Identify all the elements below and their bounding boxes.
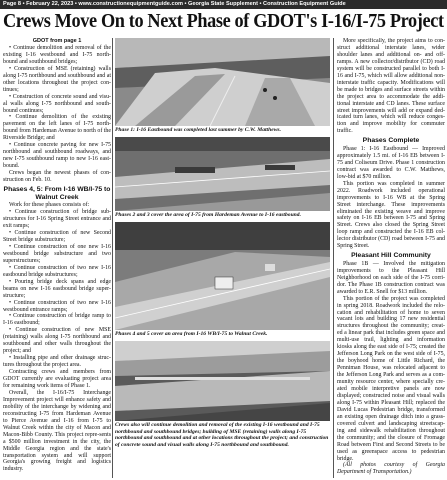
paragraph: This portion of the project was completed in spring 2018. Roadwork included the relo-cation and rehabilitation of home to seven vacant lots and building 17 new residential structures throughout the community; creat-ed a linear park that includes green space and multi-use trail, lighting and information kiosks along the east side of I-75; created the Jefferson Long Park on the west side of I-75, the boyhood home of Little Richard, the Penniman House, was relocated adjacent to the Jefferson Long Park and serves as a com-munity resource center, where specially cre-ated mobile interpretive panels are now displayed; constructed noise and visual walls along I-75 within Pleasant Hill; replaced the David Lucas Pedestrian bridge, transformed an existing open drainage ditch into a grass-covered culvert and landscaping streetscap-ing and sidewalk rehabilitation throughout the community; and the closure of Fromage Road between First and Second Streets to be used as greenspace access to pedestrian bridge. bbox=[337, 295, 445, 462]
photo-phase4-5 bbox=[115, 222, 330, 330]
headline: Crews Move On to Next Phase of GDOT's I-16/I-75 Project bbox=[3, 11, 444, 32]
paragraph: • Continue concrete paving for new I-75 northbound and southbound roadways, and new I-75 southbound ramp to new I-16 east-bound. bbox=[3, 142, 111, 170]
paragraph: • Installing pipe and other drainage struc-tures throughout the project area. bbox=[3, 355, 111, 369]
paragraph: • Continue demolition and removal of the existing I-16 westbound and I-75 north-bound and southbound bridges; bbox=[3, 44, 111, 65]
photo-credit: (All photos courtesy of Georgia Department of Transportation.) bbox=[337, 462, 445, 476]
paragraph: • Continue construction of bridge ramp to I-16 eastbound; bbox=[3, 313, 111, 327]
section-heading: Phases 4, 5: From I-16 WB/I-75 to Walnut Creek bbox=[3, 186, 111, 201]
jump-line: GDOT from page 1 bbox=[32, 38, 82, 44]
paragraph: • Pouring bridge deck spans and edge beams on new I-16 eastbound bridge super-structure; bbox=[3, 278, 111, 299]
photo-caption: Phases 2 and 3 cover the area of I-75 from Hardeman Avenue to I-16 eastbound. bbox=[115, 212, 301, 218]
paragraph: Work for these phases consists of: bbox=[9, 202, 90, 209]
paragraph: • Continue construction of one new I-16 westbound bridge substructure and two superstructures; bbox=[3, 243, 111, 264]
photo-caption: Phases 4 and 5 cover an area from I-16 WB/I-75 to Walnut Creek. bbox=[115, 331, 268, 337]
paragraph: Contracting crews and members from GDOT currently are evaluating project area for remaining work items of Phase 1. bbox=[3, 369, 111, 389]
paragraph: • Continue construction of new MSE (retaining) walls along I-75 northbound and southbound and other walls throughout the project; and bbox=[3, 327, 111, 355]
column-left bbox=[3, 38, 111, 478]
paragraph: • Continue construction of two new I-16 eastbound bridge substructures; bbox=[3, 264, 111, 278]
paragraph: • Construction of MSE (retaining) walls along I-75 northbound and southbound and at other locations throughout the project con-tinues; bbox=[3, 65, 111, 93]
column-right bbox=[337, 38, 445, 478]
page-header: Page 8 • February 22, 2023 • www.constructionequipmentguide.com • Georgia State Supplement • Construction Equipment Guide bbox=[0, 0, 447, 9]
paragraph: • Continue construction of bridge sub-structures for I-16 Spring Street entrance and exit ramps; bbox=[3, 209, 111, 230]
section-heading: Phases Complete bbox=[362, 137, 420, 145]
paragraph: • Continue demolition of the existing pavement on the left lanes of I-75 north-bound from Hardeman Avenue to north of the Riverside Bridge; and bbox=[3, 114, 111, 142]
paragraph: • Continue construction of new Second Street bridge substructure; bbox=[3, 230, 111, 243]
photo-demolition bbox=[115, 341, 330, 421]
photo-caption: Crews also will continue demolition and removal of the existing I-16 westbound and I-75 northbound and southbound bridges; building of MSE (retaining) walls along I-75 northbound and southbound and at other locations throughout the project; and construction of concrete sound and visual walls along I-75 northbound and southbound. bbox=[115, 422, 329, 448]
photo-caption: Phase 1: I-16 Eastbound was completed last summer by C.W. Matthews. bbox=[115, 127, 282, 133]
section-heading: Pleasant Hill Community bbox=[351, 252, 431, 260]
paragraph: Phase 1: I-16 Eastbound — Improved approximately 1.5 mi. of I-16 EB between I-75 and Coliseum Drive. Phase 1 construction contract was awarded to C.W. Matthews, low-bid at $70 million. bbox=[337, 145, 445, 180]
photo-phase1 bbox=[115, 38, 330, 126]
paragraph: Overall, the I-16/I-75 Interchange Improvement project will enhance safety and mobility of the interchange by widening and reconstructing I-75 from Hardeman Avenue to Pierce Avenue and I-16 from I-75 to Walnut Creek within the city of Macon and Macon-Bibb County. This project repre-sents a $500 million investment in the city, the Middle Georgia region and the state's transportation system and will support Georgia's growing freight and logistics industry. bbox=[3, 389, 111, 473]
paragraph: • Construction of concrete sound and visu-al walls along I-75 northbound and south-bound continues; bbox=[3, 93, 111, 114]
column-divider bbox=[333, 38, 334, 478]
paragraph: Phase 1B — Involved the mitigation improvements to the Pleasant Hill Neighborhood on each side of the I-75 corri-dor. The Phase 1B construction contract was awarded to E.R. Snell for $13 million. bbox=[337, 260, 445, 295]
paragraph: • Continue construction of two new I-16 westbound entrance ramps; bbox=[3, 299, 111, 313]
column-divider bbox=[112, 38, 113, 478]
photo-phase2-3 bbox=[115, 137, 330, 211]
paragraph: This portion was completed in summer 2022. Roadwork included operational improvements to I-16 WB at the Spring Street interchange. These improvements eliminated the existing weave and improve safety on I-16 EB between I-75 and Spring Street. Crews also closed the Spring Street loop ramp and constructed the I-16 EB col-lector distributor (CD) road between I-75 and Spring Street. bbox=[337, 180, 445, 250]
paragraph: More specifically, the project aims to con-struct additional interstate lanes, wider shoulder lanes and additional on- and off-ramps. A new collector/distributor (CD) road system will be constructed parallel to both I-16 and I-75, which will allow additional non-interstate traffic capacity. Modifications will be made to bridges and surface streets within the project area to accommodate the addi-tional interstate and CD lanes. These surface street improvements will add or expand ded-icated turn lanes, which will reduce conges-tion and improve mobility for commuter traffic. bbox=[337, 38, 445, 135]
paragraph: Crews began the newest phases of con-struction on Feb. 10. bbox=[3, 170, 111, 184]
